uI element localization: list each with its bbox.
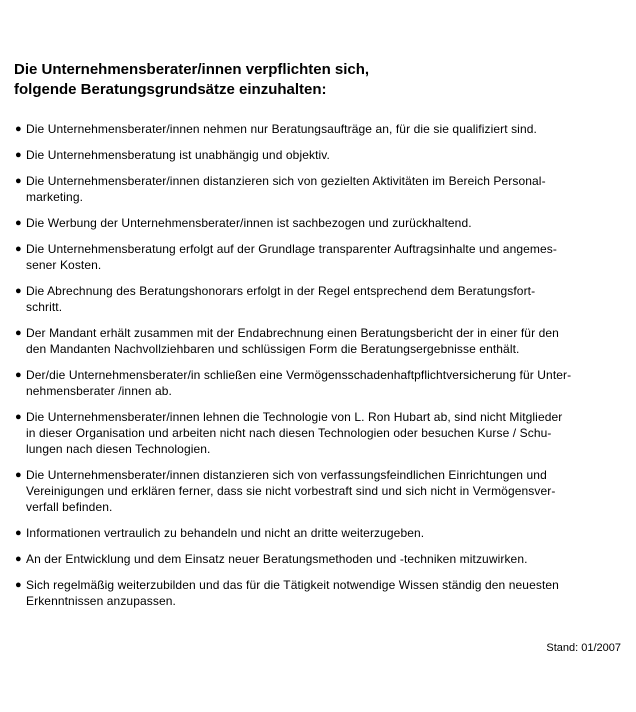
title-line-2: folgende Beratungsgrundsätze einzuhalten: bbox=[14, 81, 327, 98]
list-item-text-line: den Mandanten Nachvollziehbaren und schlüssigen Form die Beratungsergebnisse enthält. bbox=[26, 342, 520, 356]
list-item-text-line: Die Unternehmensberater/innen distanzieren sich von verfassungsfeindlichen Einrichtungen und bbox=[26, 468, 547, 482]
bullet-icon: ● bbox=[15, 369, 22, 381]
list-item bbox=[15, 147, 627, 163]
list-item bbox=[15, 121, 627, 137]
bullet-icon: ● bbox=[15, 527, 22, 539]
list-item-text-line: Die Abrechnung des Beratungshonorars erfolgt in der Regel entsprechend dem Beratungsfort- bbox=[26, 284, 536, 298]
list-item-text-line: An der Entwicklung und dem Einsatz neuer Beratungsmethoden und -techniken mitzuwirken. bbox=[26, 552, 528, 566]
list-item-text-line: nehmensberater /innen ab. bbox=[26, 384, 172, 398]
list-item-text-line: sener Kosten. bbox=[26, 258, 102, 272]
bullet-icon: ● bbox=[15, 469, 22, 481]
bullet-icon: ● bbox=[15, 243, 22, 255]
list-item-text-line: verfall befinden. bbox=[26, 500, 113, 514]
list-item-text-line: schritt. bbox=[26, 300, 63, 314]
bullet-icon: ● bbox=[15, 327, 22, 339]
list-item bbox=[15, 551, 627, 567]
list-item bbox=[15, 367, 627, 399]
list-item-text-line: marketing. bbox=[26, 190, 84, 204]
bullet-icon: ● bbox=[15, 579, 22, 591]
list-item bbox=[15, 283, 627, 315]
list-item-text-line: Die Werbung der Unternehmensberater/innen ist sachbezogen und zurückhaltend. bbox=[26, 216, 472, 230]
list-item-text-line: Die Unternehmensberatung ist unabhängig und objektiv. bbox=[26, 148, 330, 162]
list-item bbox=[15, 215, 627, 231]
list-item-text-line: Vereinigungen und erklären ferner, dass sie nicht vorbestraft sind und sich nicht in Vermögensver- bbox=[26, 484, 556, 498]
bullet-icon: ● bbox=[15, 217, 22, 229]
list-item bbox=[15, 241, 627, 273]
list-item bbox=[15, 577, 627, 609]
list-item-text-line: lungen nach diesen Technologien. bbox=[26, 442, 211, 456]
title-line-1: Die Unternehmensberater/innen verpflichten sich, bbox=[14, 61, 370, 78]
list-item bbox=[15, 173, 627, 205]
page-title bbox=[14, 60, 614, 100]
list-item-text-line: Die Unternehmensberater/innen distanzieren sich von gezielten Aktivitäten im Bereich Personal- bbox=[26, 174, 546, 188]
list-item bbox=[15, 467, 627, 515]
bullet-icon: ● bbox=[15, 123, 22, 135]
list-item-text-line: Erkenntnissen anzupassen. bbox=[26, 594, 176, 608]
bullet-icon: ● bbox=[15, 149, 22, 161]
bullet-icon: ● bbox=[15, 553, 22, 565]
list-item-text-line: in dieser Organisation und arbeiten nicht nach diesen Technologien oder besuchen Kurse / Schu- bbox=[26, 426, 552, 440]
status-date: Stand: 01/2007 bbox=[546, 642, 621, 654]
bullet-icon: ● bbox=[15, 411, 22, 423]
list-item-text-line: Der Mandant erhält zusammen mit der Endabrechnung einen Beratungsbericht der in einer für den bbox=[26, 326, 559, 340]
list-item bbox=[15, 325, 627, 357]
list-item bbox=[15, 409, 627, 457]
list-item-text-line: Die Unternehmensberater/innen lehnen die Technologie von L. Ron Hubart ab, sind nicht Mitglieder bbox=[26, 410, 563, 424]
principles-list bbox=[15, 121, 627, 619]
list-item-text-line: Der/die Unternehmensberater/in schließen eine Vermögensschadenhaftpflichtversicherung für Unter- bbox=[26, 368, 572, 382]
bullet-icon: ● bbox=[15, 285, 22, 297]
list-item bbox=[15, 525, 627, 541]
list-item-text-line: Die Unternehmensberater/innen nehmen nur Beratungsaufträge an, für die sie qualifiziert sind. bbox=[26, 122, 537, 136]
list-item-text-line: Sich regelmäßig weiterzubilden und das für die Tätigkeit notwendige Wissen ständig den neuesten bbox=[26, 578, 559, 592]
list-item-text-line: Die Unternehmensberatung erfolgt auf der Grundlage transparenter Auftragsinhalte und angemes- bbox=[26, 242, 557, 256]
bullet-icon: ● bbox=[15, 175, 22, 187]
list-item-text-line: Informationen vertraulich zu behandeln und nicht an dritte weiterzugeben. bbox=[26, 526, 425, 540]
